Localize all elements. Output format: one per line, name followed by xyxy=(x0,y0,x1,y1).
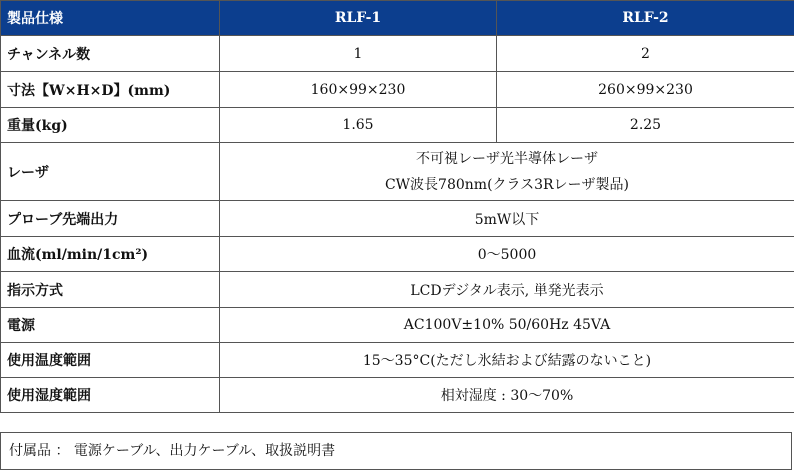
value-rlf-1: 160×99×230 xyxy=(220,72,497,108)
row-label: 電源 xyxy=(1,308,220,343)
row-value: 相対湿度 : 30〜70% xyxy=(220,378,794,413)
row-label: 血流(ml/min/1cm²) xyxy=(1,237,220,272)
row-value: AC100V±10% 50/60Hz 45VA xyxy=(220,308,794,343)
row-label: 使用湿度範囲 xyxy=(1,378,220,413)
header-rlf-1: RLF-1 xyxy=(220,1,497,36)
accessories-note: 付属品 ： 電源ケーブル、出力ケーブル、取扱説明書 xyxy=(0,432,792,470)
row-probe-output xyxy=(1,201,794,237)
row-value: 5mW以下 xyxy=(220,201,794,237)
value-rlf-2: 2.25 xyxy=(497,108,794,143)
row-blood-flow xyxy=(1,237,794,272)
row-label: レーザ xyxy=(1,143,220,201)
value-rlf-1: 1 xyxy=(220,36,497,72)
value-rlf-1: 1.65 xyxy=(220,108,497,143)
value-rlf-2: 2 xyxy=(497,36,794,72)
row-label: プローブ先端出力 xyxy=(1,201,220,237)
row-dimensions xyxy=(1,72,794,108)
table-header-row xyxy=(1,1,794,36)
laser-line-2: CW波長780nm(クラス3Rレーザ製品) xyxy=(384,176,630,193)
row-weight xyxy=(1,108,794,143)
row-temperature-range xyxy=(1,343,794,378)
row-value: 15〜35°C(ただし氷結および結露のないこと) xyxy=(220,343,794,378)
header-rlf-2: RLF-2 xyxy=(497,1,794,36)
row-laser xyxy=(1,143,794,201)
row-label: 使用温度範囲 xyxy=(1,343,220,378)
row-label: 寸法【W×H×D】(mm) xyxy=(1,72,220,108)
row-humidity-range xyxy=(1,378,794,413)
row-channels xyxy=(1,36,794,72)
value-rlf-2: 260×99×230 xyxy=(497,72,794,108)
header-spec-label: 製品仕様 xyxy=(1,1,220,36)
row-value: LCDデジタル表示, 単発光表示 xyxy=(220,272,794,308)
row-power xyxy=(1,308,794,343)
laser-line-1: 不可視レーザ光半導体レーザ xyxy=(416,150,598,167)
row-label: チャンネル数 xyxy=(1,36,220,72)
row-display-method xyxy=(1,272,794,308)
row-label: 重量(kg) xyxy=(1,108,220,143)
row-value: 0〜5000 xyxy=(220,237,794,272)
laser-value xyxy=(220,143,794,201)
row-label: 指示方式 xyxy=(1,272,220,308)
